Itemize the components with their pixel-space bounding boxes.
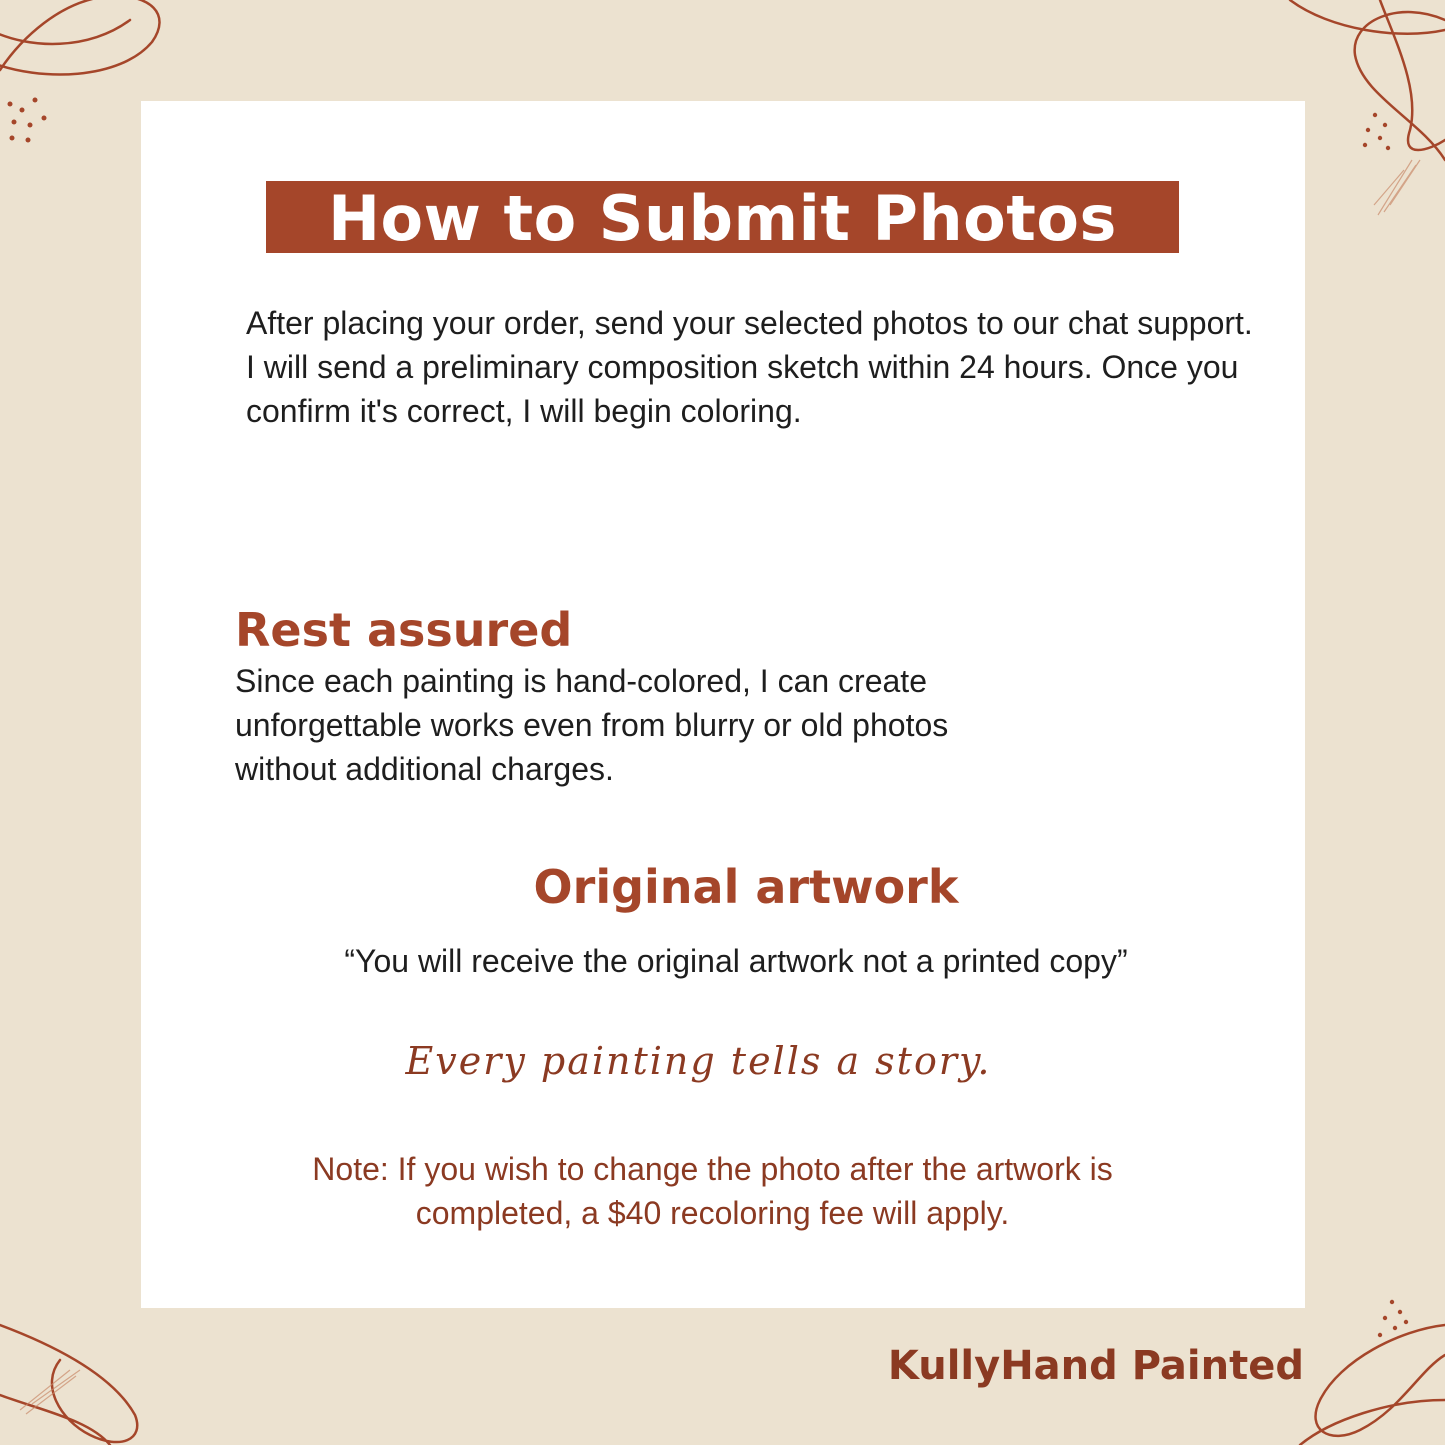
intro-line-1: After placing your order, send your selected photos to our chat support. (246, 305, 1253, 341)
swirl-top-right (1290, 0, 1445, 160)
swirl-top-left (0, 0, 160, 75)
intro-line-2: I will send a preliminary composition sketch within 24 hours. Once you (246, 349, 1239, 385)
content-card (141, 101, 1305, 1308)
title-banner (266, 181, 1179, 253)
tagline: Every painting tells a story. (405, 1039, 992, 1083)
original-artwork-heading: Original artwork (533, 860, 959, 914)
rest-assured-heading: Rest assured (235, 603, 573, 657)
brand-name: KullyHand Painted (887, 1343, 1304, 1389)
intro-text (246, 301, 1256, 433)
page-title: How to Submit Photos (328, 182, 1117, 255)
rest-assured-body: Since each painting is hand-colored, I can create unforgettable works even from blurry or old photos without additional charges. (235, 663, 949, 787)
swirl-bottom-left (0, 1325, 137, 1445)
swirl-bottom-right (1300, 1325, 1445, 1445)
intro-line-3: confirm it's correct, I will begin coloring. (246, 393, 802, 429)
recoloring-fee-note: Note: If you wish to change the photo after the artwork is completed, a $40 recoloring fee will apply. (312, 1151, 1113, 1231)
original-artwork-quote: “You will receive the original artwork not a printed copy” (344, 943, 1128, 979)
